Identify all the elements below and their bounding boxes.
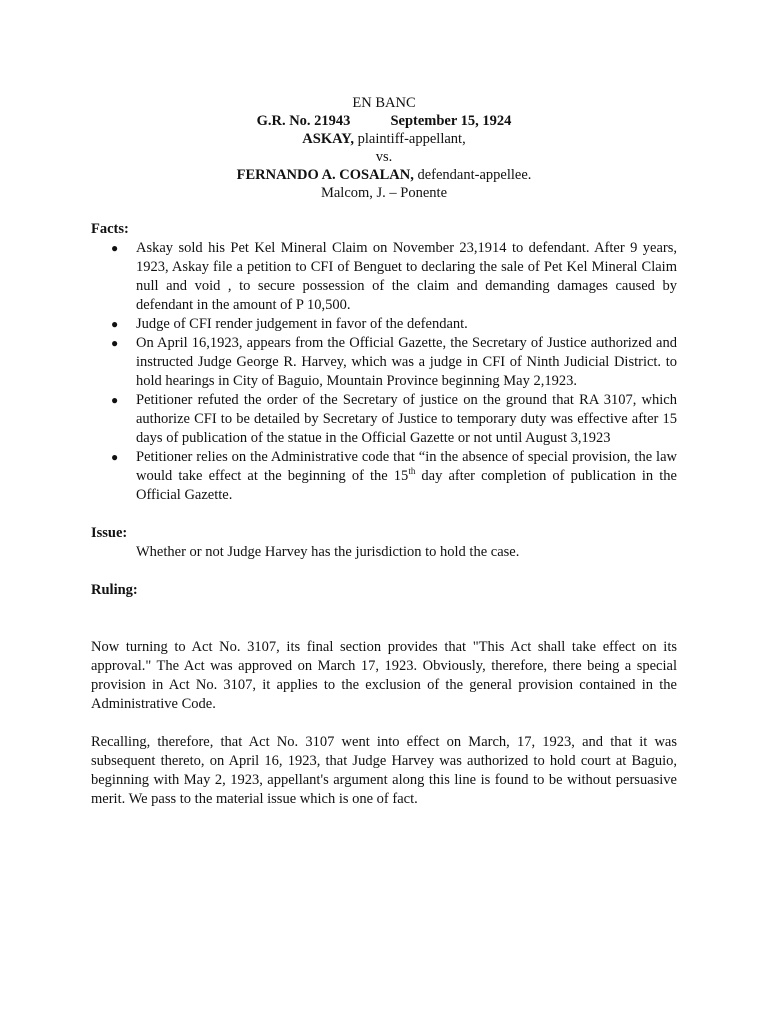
plaintiff-line xyxy=(0,130,768,148)
gr-number: G.R. No. 21943 xyxy=(256,113,351,129)
fact-text: Judge of CFI render judgement in favor of the defendant. xyxy=(136,316,468,332)
versus: vs. xyxy=(375,149,393,165)
list-item xyxy=(91,315,677,334)
fact-text: Petitioner refuted the order of the Secretary of justice on the ground that RA 3107, which authorize CFI to be detailed by Secretary of Justice to temporary duty was effective after 15 days of publication of the statue in the Official Gazette or not until August 3,1923 xyxy=(136,392,677,446)
list-item xyxy=(91,334,677,391)
bullet-icon: ● xyxy=(111,393,119,407)
case-number-line xyxy=(0,112,768,130)
facts-heading: Facts: xyxy=(91,221,129,237)
fact-text: Askay sold his Pet Kel Mineral Claim on November 23,1914 to defendant. After 9 years, 1923, Askay file a petition to CFI of Benguet to declaring the sale of Pet Kel Mineral Claim null and void , to secure possession of the claim and demanding damages caused by defendant in the amount of P 10,500. xyxy=(136,240,677,313)
ruling-heading: Ruling: xyxy=(91,582,138,598)
facts-list xyxy=(91,239,677,505)
ponente: Malcom, J. – Ponente xyxy=(320,185,448,201)
defendant-role: defendant-appellee. xyxy=(413,167,532,183)
plaintiff-name: ASKAY, xyxy=(302,131,355,147)
decision-date: September 15, 1924 xyxy=(390,113,512,129)
issue-heading: Issue: xyxy=(91,525,128,541)
court-division: EN BANC xyxy=(352,95,416,111)
case-header xyxy=(0,94,768,202)
defendant-name: FERNANDO A. COSALAN, xyxy=(236,167,414,183)
list-item xyxy=(91,448,677,505)
ruling-paragraph: Now turning to Act No. 3107, its final section provides that "This Act shall take effect on its approval." The Act was approved on March 17, 1923. Obviously, therefore, there being a special provision in Act No. 3107, it applies to the exclusion of the general provision contained in the Administrative Code. xyxy=(91,639,677,712)
ruling-paragraph: Recalling, therefore, that Act No. 3107 went into effect on March, 17, 1923, and that it was subsequent thereto, on April 16, 1923, that Judge Harvey was authorized to hold court at Baguio, beginning with May 2, 1923, appellant's argument along this line is found to be without persuasive merit. We pass to the material issue which is one of fact. xyxy=(91,734,677,807)
list-item xyxy=(91,239,677,315)
bullet-icon: ● xyxy=(111,336,119,350)
plaintiff-role: plaintiff-appellant, xyxy=(354,131,466,147)
defendant-line xyxy=(0,166,768,184)
bullet-icon: ● xyxy=(111,450,119,464)
issue-text: Whether or not Judge Harvey has the jurisdiction to hold the case. xyxy=(136,544,520,560)
bullet-icon: ● xyxy=(111,241,119,255)
fact-text-after: day after completion of publication in the Official Gazette. xyxy=(136,468,677,503)
ordinal-suffix: th xyxy=(408,466,416,477)
fact-text-before: Petitioner relies on the Administrative code that “in the absence of special provision, the law would take effect at the beginning of the 15 xyxy=(136,449,677,484)
document-body xyxy=(91,220,677,809)
fact-text: On April 16,1923, appears from the Official Gazette, the Secretary of Justice authorized and instructed Judge George R. Harvey, which was a judge in CFI of Ninth Judicial District. to hold hearings in City of Baguio, Mountain Province beginning May 2,1923. xyxy=(136,335,677,389)
bullet-icon: ● xyxy=(111,317,119,331)
list-item xyxy=(91,391,677,448)
